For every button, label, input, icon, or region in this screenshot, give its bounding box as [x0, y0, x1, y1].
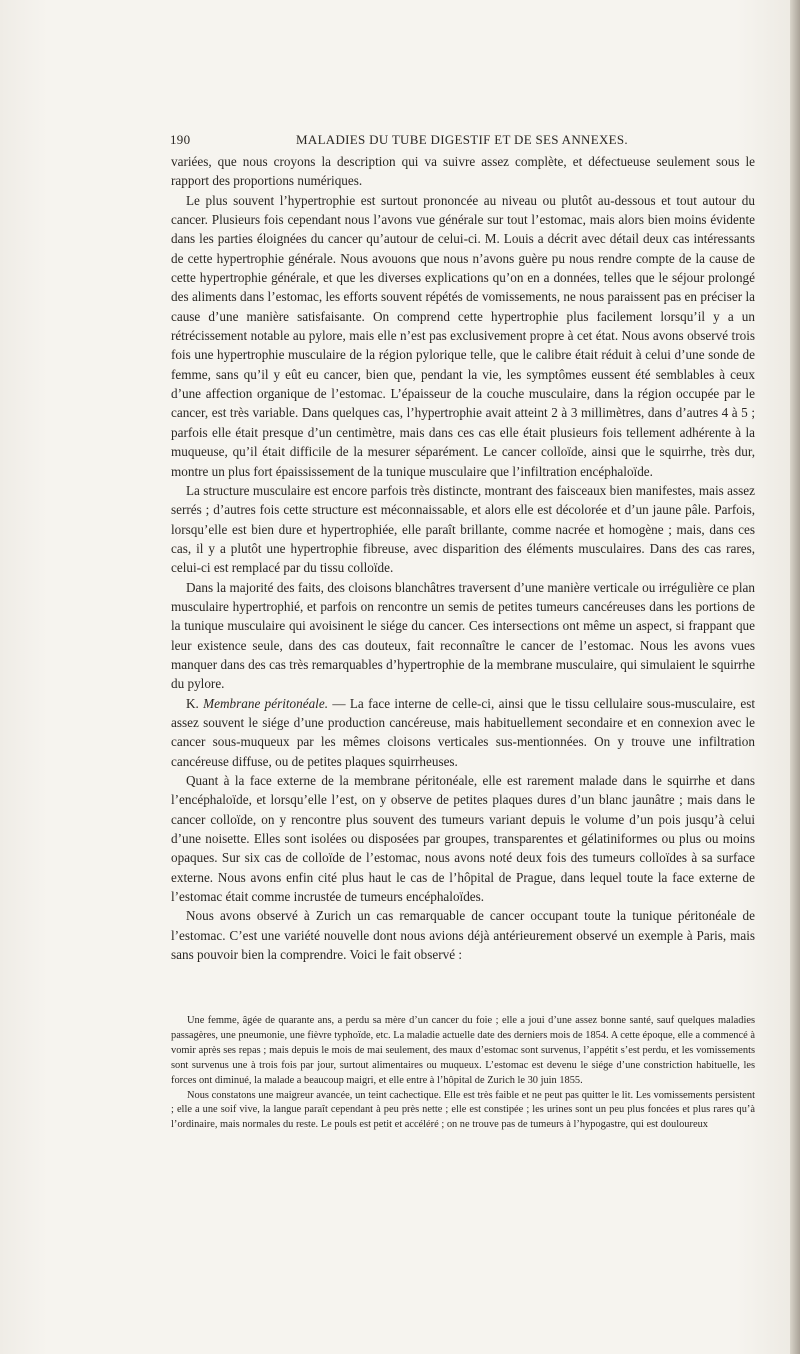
- section-letter: K.: [186, 695, 204, 711]
- case-paragraph: Une femme, âgée de quarante ans, a perdu sa mère d’un cancer du foie ; elle a joui d’une assez bonne santé, sauf quelques maladies passagères, une pneumonie, une fièvre typhoïde, etc. La maladie actuelle date des derniers mois de 1854. A cette époque, elle a commencé à vomir après ses repas ; mais depuis le mois de mai seulement, des maux d’estomac sont survenus, l’appétit s’est perdu, et les vomissements sont survenus une à trois fois par jour, surtout alimentaires ou muqueux. L’estomac est devenu le siége d’une constriction habituelle, les forces ont diminué, la malade a beaucoup maigri, et elle entre à l’hôpital de Zurich le 30 juin 1855.: [171, 1015, 755, 1086]
- paragraph-section-k: [171, 694, 755, 771]
- case-paragraph: Nous constatons une maigreur avancée, un teint cachectique. Elle est très faible et ne peut pas quitter le lit. Les vomissements persistent ; elle a une soif vive, la langue paraît cependant à peu près nette ; elle est constipée ; les urines sont un peu plus foncées et plus rares qu’à l’ordinaire, mais normales du reste. Le pouls est petit et accéléré ; on ne trouve pas de tumeurs à l’hypogastre, qui est douloureux: [171, 1089, 755, 1131]
- paragraph: Nous avons observé à Zurich un cas remarquable de cancer occupant toute la tunique péritonéale de l’estomac. C’est une variété nouvelle dont nous avions déjà antérieurement observé un exemple à Paris, mais sans pouvoir bien la comprendre. Voici le fait observé :: [171, 908, 755, 963]
- paragraph: variées, que nous croyons la description qui va suivre assez complète, et défectueuse seulement sous le rapport des proportions numériques.: [171, 154, 755, 189]
- paragraph: Quant à la face externe de la membrane péritonéale, elle est rarement malade dans le squirrhe et dans l’encéphaloïde, et lorsqu’elle l’est, on y observe de petites plaques dures d’un blanc jaunâtre ; mais dans le cancer colloïde, on y rencontre plus souvent des tumeurs variant depuis le volume d’un pois jusqu’à celui d’une noisette. Elles sont isolées ou disposées par groupes, transparentes et gélatiniformes ou plus ou moins opaques. Sur six cas de colloïde de l’estomac, nous avons noté deux fois des tumeurs colloïdes à sa surface externe. Nous avons enfin cité plus haut le cas de l’hôpital de Prague, dans lequel toute la face externe de l’estomac était comme incrustée de tumeurs encéphaloïdes.: [171, 773, 755, 905]
- page-number: 190: [170, 132, 191, 147]
- section-text: — La face interne de celle-ci, ainsi que le tissu cellulaire sous-musculaire, est assez souvent le siége d’une production cancéreuse, mais habituellement secondaire et en connexion avec le cancer sous-muqueux par les mêmes cloisons verticales sus-mentionnées. On y trouve une infiltration cancéreuse diffuse, ou de petites plaques squirrheuses.: [171, 695, 755, 769]
- running-header: [170, 132, 754, 150]
- section-heading: Membrane péritonéale.: [203, 695, 328, 711]
- case-report: [171, 1014, 755, 1133]
- paragraph: Dans la majorité des faits, des cloisons blanchâtres traversent d’une manière verticale ou irrégulière ce plan musculaire hypertrophié, et parfois on rencontre un semis de petites tumeurs cancéreuses dans les portions de la tunique musculaire qui avoisinent le siége du cancer. Ces intersections ont même un aspect, si frappant que leur existence seule, dans des cas douteux, fait reconnaître le cancer de l’estomac. Nous les avons vues manquer dans des cas très remarquables d’hypertrophie de la membrane musculaire, qui simulaient le squirrhe du pylore.: [171, 579, 755, 692]
- running-title: MALADIES DU TUBE DIGESTIF ET DE SES ANNEXES.: [296, 132, 628, 147]
- main-text: [171, 152, 755, 964]
- page-edge: [790, 0, 800, 1354]
- paragraph: Le plus souvent l’hypertrophie est surtout prononcée au niveau ou plutôt au-dessous et tout autour du cancer. Plusieurs fois cependant nous l’avons vue générale sur tout l’estomac, mais alors bien moins évidente dans les parties éloignées du cancer qu’autour de celui-ci. M. Louis a décrit avec détail deux cas intéressants de cette hypertrophie générale. Nous avouons que nous n’avons guère pu nous rendre compte de la cause de cette hypertrophie générale, et que les diverses explications qu’on en a données, telles que le séjour prolongé des aliments dans l’estomac, les efforts souvent répétés de vomissements, ne nous paraissent pas en préciser la cause d’une manière satisfaisante. On comprend cette hypertrophie plus facilement lorsqu’il y a un rétrécissement notable au pylore, mais elle n’est pas exclusivement propre à cet état. Nous avons observé trois fois une hypertrophie musculaire de la région pylorique telle, que le calibre était réduit à celui d’une sonde de femme, sans qu’il y eût eu cancer, bien que, pendant la vie, les symptômes eussent été semblables à ceux d’une affection organique de l’estomac. L’épaisseur de la couche musculaire, dans la région occupée par le cancer, est très variable. Dans quelques cas, l’hypertrophie avait atteint 2 à 3 millimètres, dans d’autres 4 à 5 ; parfois elle était presque d’un centimètre, mais dans ces cas elle était plusieurs fois tellement adhérente à la muqueuse, qu’il était difficile de la mesurer séparément. Le cancer colloïde, ainsi que le squirrhe, très dur, montre un plus fort épaississement de la tunique musculaire que l’infiltration encéphaloïde.: [171, 192, 755, 479]
- paragraph: La structure musculaire est encore parfois très distincte, montrant des faisceaux bien manifestes, mais assez serrés ; d’autres fois cette structure est méconnaissable, et alors elle est décolorée et d’un jaune pâle. Parfois, lorsqu’elle est bien dure et hypertrophiée, elle paraît brillante, comme nacrée et homogène ; mais, dans ces cas, il y a plutôt une hypertrophie fibreuse, avec disparition des éléments musculaires. Dans des cas rares, celui-ci est remplacé par du tissu colloïde.: [171, 482, 755, 576]
